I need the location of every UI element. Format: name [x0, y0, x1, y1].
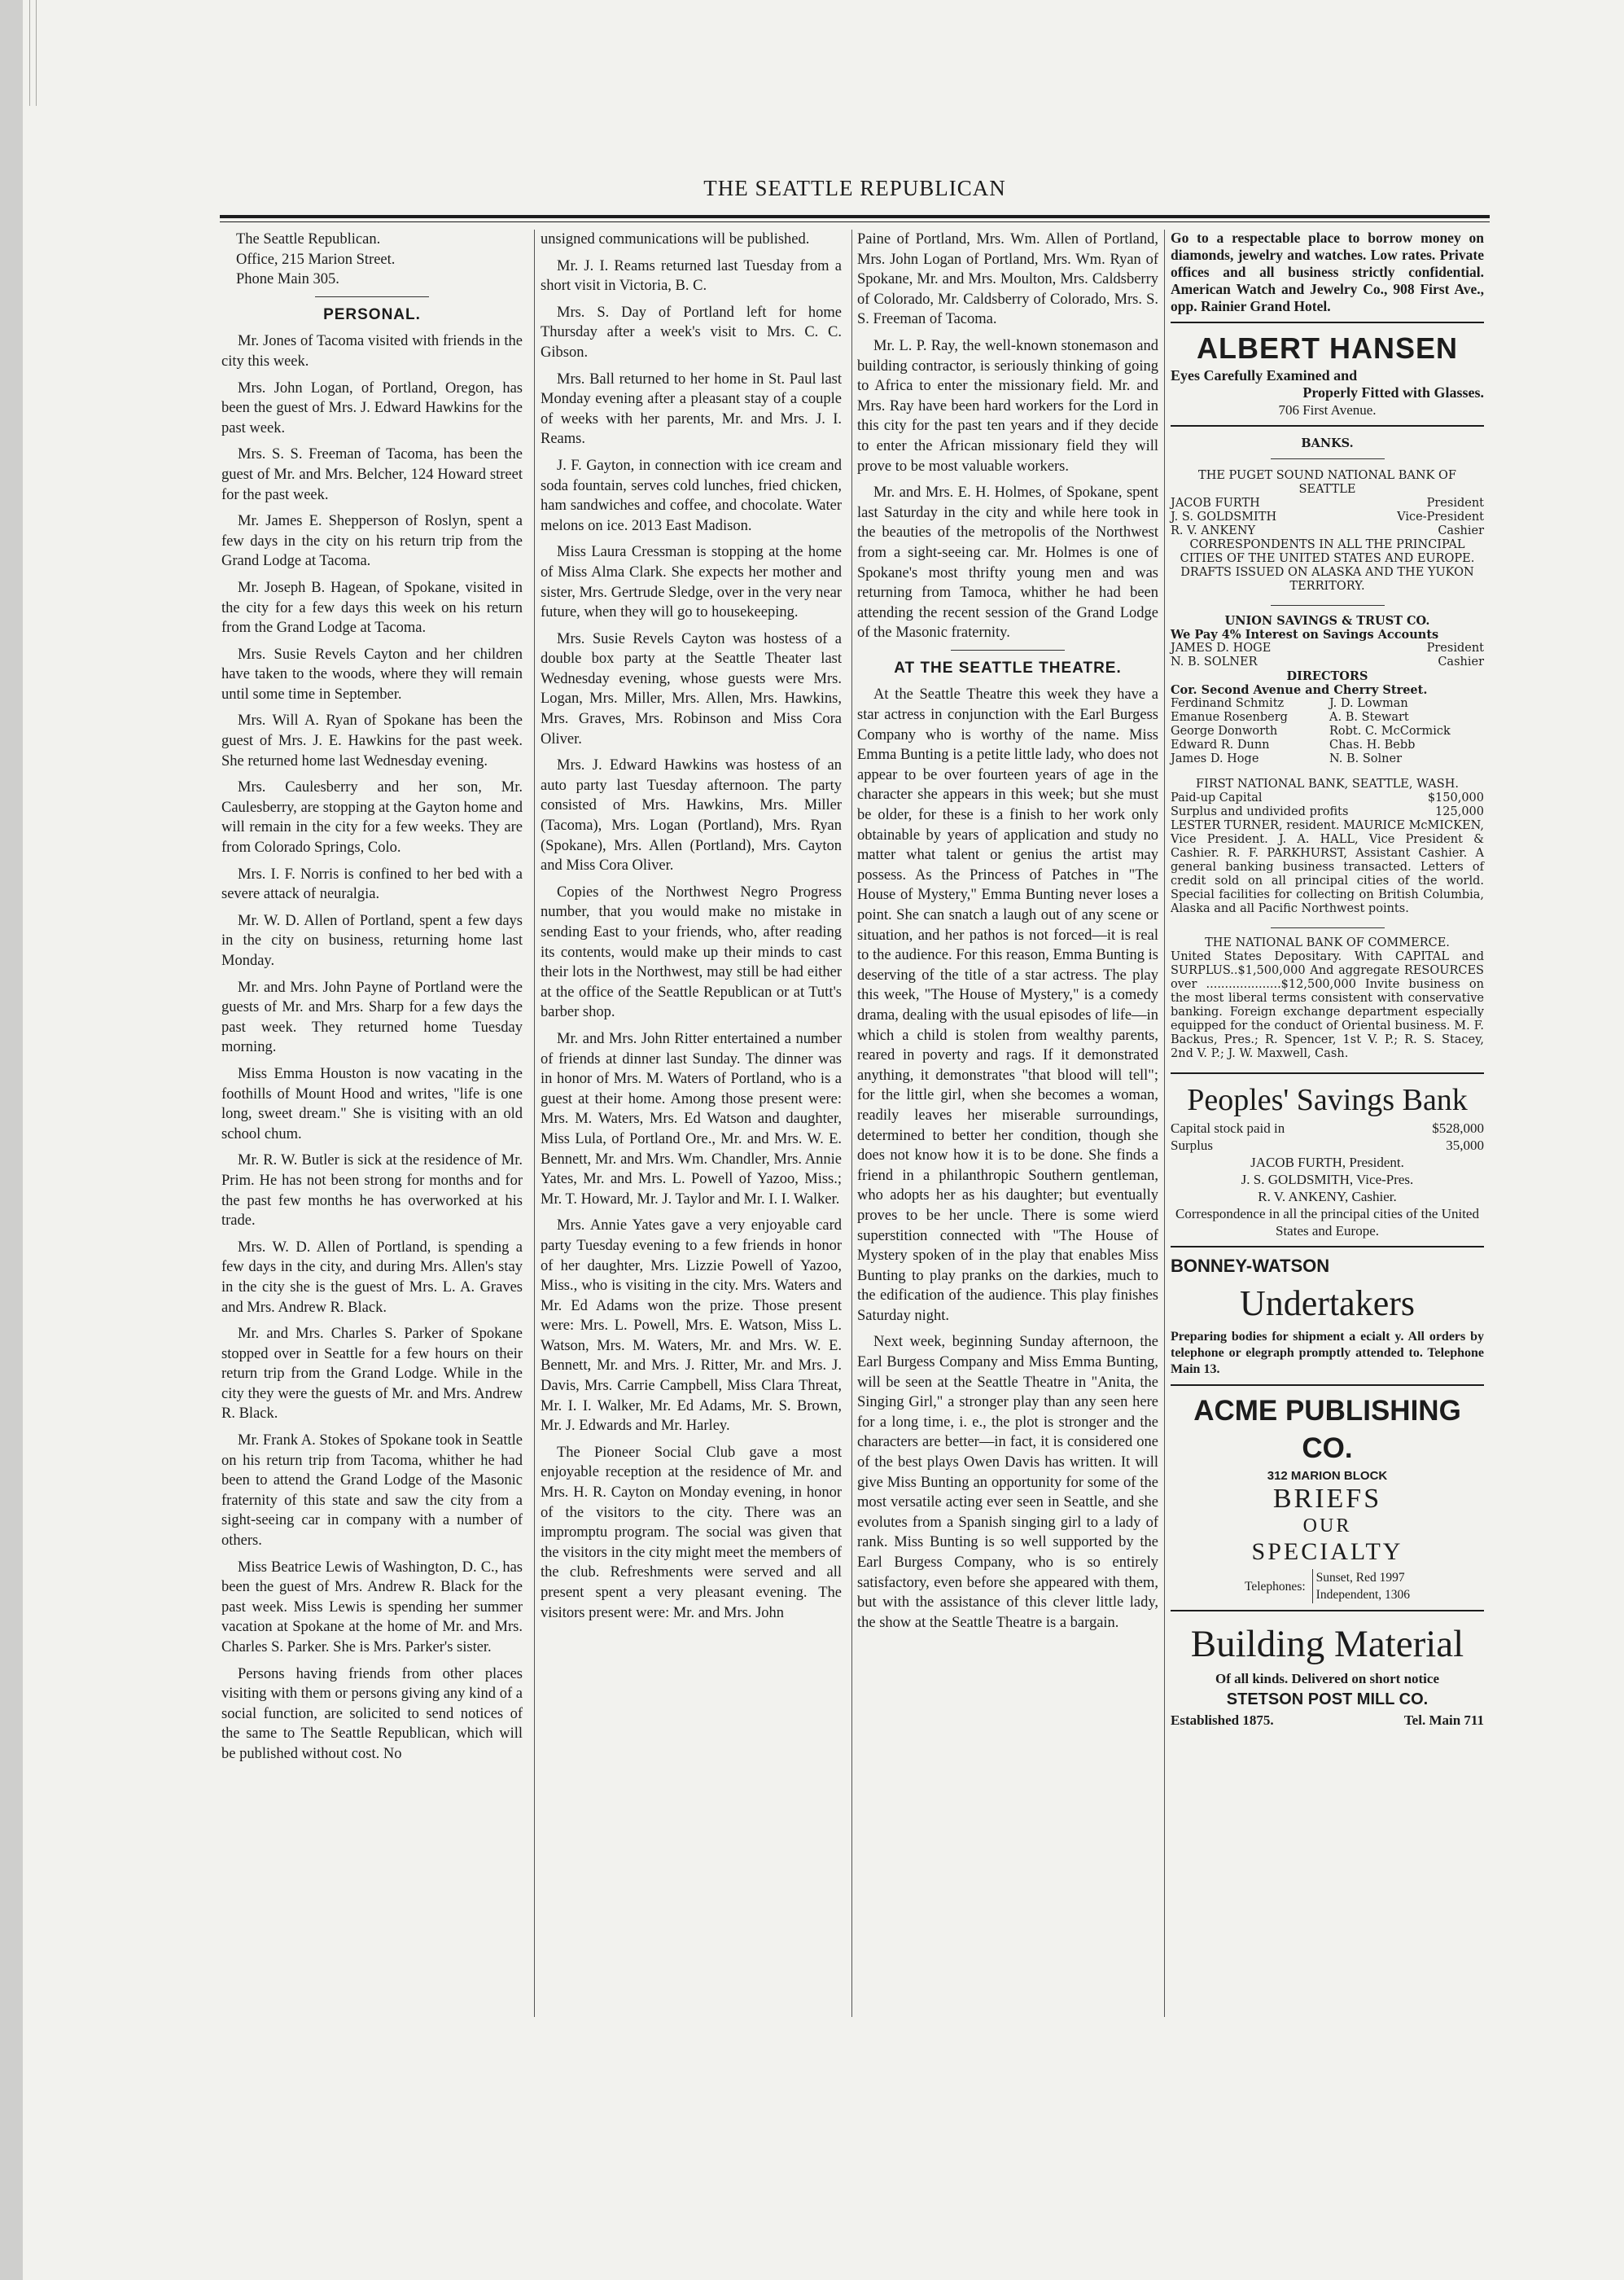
bank-title: FIRST NATIONAL BANK, SEATTLE, WASH. — [1196, 778, 1459, 791]
paragraph: Mrs. Ball returned to her home in St. Paul last Monday evening after a pleasant stay of a couple of weeks with her parents, Mr. and Mrs. J. I. Reams. — [541, 370, 842, 448]
director-name: N. B. Solner — [1329, 752, 1403, 765]
puget-sound-bank-ad — [1171, 469, 1484, 594]
masthead: THE SEATTLE REPUBLICAN — [703, 176, 1006, 200]
paragraph: Mrs. S. S. Freeman of Tacoma, has been the guest of Mr. and Mrs. Belcher, 124 Howard street for the past week. — [221, 446, 523, 503]
telephone-numbers — [1312, 1569, 1410, 1603]
telephone-label: Telephones: — [1244, 1579, 1306, 1594]
optician-line: Eyes Carefully Examined and — [1171, 367, 1358, 384]
ad-text: Of all kinds. Delivered on short notice — [1215, 1671, 1439, 1686]
divider — [1271, 927, 1385, 928]
director-name: Edward R. Dunn — [1171, 739, 1270, 752]
officer-name: JAMES D. HOGE — [1171, 642, 1272, 655]
divider — [1271, 458, 1385, 459]
officer-line: JACOB FURTH, President. — [1250, 1155, 1404, 1170]
officer-line: J. S. GOLDSMITH, Vice-Pres. — [1241, 1172, 1414, 1187]
paragraph: unsigned communications will be published. — [541, 231, 810, 248]
optician-address: 706 First Avenue. — [1278, 402, 1377, 418]
bank-text: LESTER TURNER, resident. MAURICE McMICKEN, Vice President. J. A. HALL, Vice President & Cashier. R. F. PARKHURST, Assistant Cashier. A general banking business transacted. Letters of credit sold on all principal cities of the world. Special facilities for collecting on British Columbia, Alaska and all Pacific Northwest points. — [1171, 819, 1484, 915]
finance-value: 35,000 — [1446, 1138, 1484, 1153]
bank-title: THE NATIONAL BANK OF COMMERCE. — [1205, 936, 1450, 949]
office-line: The Seattle Republican. — [236, 231, 381, 248]
paragraph: Mrs. Annie Yates gave a very enjoyable card party Tuesday evening to a few friends in honor of her daughter, Mrs. Lizzie Powell of Yazoo, Miss., who is visiting in the city. Mrs. Waters and Mr. Ed Adams won the prize. Those present were: Mrs. L. Powell, Mrs. E. Watson, Miss L. Watson, Mrs. M. Waters, Mr. and Mrs. W. E. Bennett, Mr. and Mrs. J. Ritter, Mr. and Mrs. J. Davis, Mrs. Carrie Campbell, Miss Clara Threat, Mr. I. I. Walker, Mr. Ed Adams, Mr. S. Brown, Mr. J. Edwards and Mr. Harley. — [541, 1217, 842, 1435]
directors-row — [1171, 711, 1484, 725]
paragraph: Mr. J. I. Reams returned last Tuesday from a short visit in Victoria, B. C. — [541, 257, 842, 295]
ad-title: Building Material — [1190, 1623, 1464, 1665]
divider — [951, 650, 1065, 651]
paragraph: Mr. Joseph B. Hagean, of Spokane, visited in the city for a few days this week on his return from the Grand Lodge at Tacoma. — [221, 579, 523, 637]
director-name: A. B. Stewart — [1329, 711, 1409, 724]
bank-note: Correspondence in all the principal cities of the United States and Europe. — [1175, 1206, 1479, 1239]
column-2 — [541, 230, 842, 1629]
paragraph: Miss Beatrice Lewis of Washington, D. C., has been the guest of Mrs. Andrew R. Black for the past week. Miss Lewis is spending her summer vacation at Spokane at the home of Mr. and Mrs. Charles S. Parker. She is Mrs. Parker's sister. — [221, 1559, 523, 1655]
page-edge — [29, 0, 30, 106]
paragraph: Mr. and Mrs. Charles S. Parker of Spokane stopped over in Seattle for a few hours on their return trip from the Grand Lodge. While in the city they were the guests of Mr. and Mrs. Andrew R. Black. — [221, 1326, 523, 1423]
officer-name: JACOB FURTH — [1171, 497, 1260, 510]
director-name: Chas. H. Bebb — [1329, 739, 1416, 752]
directors-row — [1171, 739, 1484, 752]
masthead-rule-thin — [220, 221, 1490, 222]
advertisements-column — [1171, 230, 1484, 1735]
paragraph: Mrs. J. Edward Hawkins was hostess of an auto party last Tuesday afternoon. The party consisted of Mrs. Hawkins, Mrs. Miller (Tacoma), Mrs. Logan (Portland), Mrs. Ryan (Spokane), Mrs. Allen (Portland), Mrs. Cayton and Miss Cora Oliver. — [541, 757, 842, 875]
jewelry-ad: Go to a respectable place to borrow money on diamonds, jewelry and watches. Low rates. Private offices and all business strictly confidential. American Watch and Jewelry Co., 908 First Ave., opp. Rainier Grand Hotel. — [1171, 230, 1484, 314]
first-national-bank-ad — [1171, 778, 1484, 916]
officer-role: Cashier — [1438, 656, 1484, 669]
paragraph: Mr. L. P. Ray, the well-known stonemason and building contractor, is seriously thinking of going to Africa to enter the missionary field. Mr. and Mrs. Ray have been hard workers for the Lord in this city for the past ten years and if they decide to enter the African missionary field they will prove to be most valuable workers. — [857, 337, 1158, 475]
ad-rule — [1171, 1610, 1484, 1611]
officer-name: N. B. SOLNER — [1171, 656, 1258, 669]
paragraph: Mrs. Susie Revels Cayton and her children have taken to the woods, where they will remain until some time in September. — [221, 646, 523, 703]
paragraph: Miss Emma Houston is now vacating in the foothills of Mount Hood and writes, "life is one long, sweet dream." She is visiting with an old school chum. — [221, 1065, 523, 1142]
company-name: BONNEY-WATSON — [1171, 1256, 1330, 1276]
finance-value: 125,000 — [1435, 805, 1484, 818]
peoples-savings-ad — [1171, 1081, 1484, 1239]
masthead-rule — [220, 215, 1490, 218]
banks-heading: BANKS. — [1301, 436, 1354, 450]
paragraph: Mr. and Mrs. E. H. Holmes, of Spokane, spent last Saturday in the city and while here took in the beauties of the metropolis of the Northwest from a sight-seeing car. Mr. Holmes is one of Spokane's most thrifty young men and was returning from Tamoca, whither he had been attending the recent session of the Grand Lodge of the Masonic fraternity. — [857, 484, 1158, 642]
finance-row — [1171, 791, 1484, 805]
paragraph: Next week, beginning Sunday afternoon, the Earl Burgess Company and Miss Emma Bunting, will be seen at the Seattle Theatre in "Anita, the Singing Girl," a stronger play than any seen here for a long time, i. e., the plot is stronger and the characters are better—in fact, it is considered one of the best plays Owen Davis has written. It will give Miss Bunting an opportunity for some of the most versatile acting ever seen in Seattle, and she evolutes from a Spanish singing girl to a lady of rank. Miss Bunting is so well supported by the Earl Burgess Company, who is so entirely satisfactory, even before she appeared with them, but with the assistance of this clever little lady, the show at the Seattle Theatre is a bargain. — [857, 1334, 1158, 1631]
officer-row — [1171, 656, 1484, 669]
column-divider — [534, 230, 535, 2017]
national-bank-of-commerce-ad — [1171, 936, 1484, 1061]
ad-title: Undertakers — [1239, 1283, 1415, 1323]
directors-row — [1171, 725, 1484, 739]
finance-label: Surplus and undivided profits — [1171, 805, 1349, 818]
ad-rule — [1171, 1384, 1484, 1386]
paragraph: Mr. W. D. Allen of Portland, spent a few days in the city on business, returning home last Monday. — [221, 912, 523, 969]
bank-tagline: We Pay 4% Interest on Savings Accounts — [1171, 628, 1439, 642]
section-heading: AT THE SEATTLE THEATRE. — [894, 659, 1122, 677]
director-name: George Donworth — [1171, 725, 1278, 738]
optician-name: ALBERT HANSEN — [1196, 331, 1458, 365]
directors-heading: DIRECTORS — [1286, 669, 1368, 683]
column-1 — [221, 230, 523, 1771]
directors-row — [1171, 752, 1484, 766]
union-savings-ad — [1171, 614, 1484, 766]
telephone-number: Independent, 1306 — [1315, 1588, 1411, 1602]
bank-text: United States Depositary. With CAPITAL and SURPLUS..$1,500,000 And aggregate RESOURCES over ....................$12,500,000 Invite business on the most liberal terms consistent with conservative banking. Foreign exchange department especially equipped for the conduct of Oriental business. M. F. Backus, Pres.; R. Spencer, 1st V. P.; R. S. Stacey, 2nd V. P.; J. W. Maxwell, Cash. — [1171, 950, 1484, 1060]
divider — [315, 296, 429, 297]
paragraph: Mr. and Mrs. John Payne of Portland were the guests of Mr. and Mrs. Sharp for a few days the past week. They returned home Tuesday morning. — [221, 979, 523, 1056]
optician-ad — [1171, 330, 1484, 419]
paragraph: Mrs. S. Day of Portland left for home Thursday after a week's visit to Mrs. C. C. Gibson. — [541, 304, 842, 361]
acme-publishing-ad — [1171, 1392, 1484, 1603]
finance-value: $150,000 — [1427, 791, 1484, 805]
bank-title: THE PUGET SOUND NATIONAL BANK OF SEATTLE — [1198, 469, 1456, 496]
finance-row — [1171, 1137, 1484, 1154]
director-name: Robt. C. McCormick — [1329, 725, 1451, 738]
directors-row — [1171, 697, 1484, 711]
finance-label: Surplus — [1171, 1138, 1213, 1153]
telephone-number: Tel. Main 711 — [1403, 1712, 1484, 1728]
officer-role: President — [1426, 497, 1484, 510]
page-edge — [36, 0, 37, 106]
director-name: James D. Hoge — [1171, 752, 1259, 765]
ad-rule — [1171, 1072, 1484, 1074]
office-line: Phone Main 305. — [236, 271, 339, 288]
officer-name: J. S. GOLDSMITH — [1171, 511, 1277, 524]
undertakers-ad — [1171, 1254, 1484, 1378]
ad-title: SPECIALTY — [1251, 1538, 1403, 1565]
director-name: Emanue Rosenberg — [1171, 711, 1288, 724]
finance-value: $528,000 — [1432, 1120, 1484, 1136]
paragraph: At the Seattle Theatre this week they have a star actress in conjunction with the Earl Burgess Company who is worthy of the name. Miss Emma Bunting is a petite little lady, who does not appear to be over fourteen years of age in the character she appears in this week; but she must be older, for these is a finish to her work only obtainable by years of application and study no matter what talent or genius the artist may possess. As the Princess of Patches in "The House of Mystery," Emma Bunting never loses a point. She can snatch a laugh out of any scene or situation, and her pathos is not forced—it is real to the audience. For this reason, Emma Bunting is deserving of the title of a star actress. The play this week, "The House of Mystery," is a comedy drama, dealing with the usual episodes of life—in which a child is stolen from wealthy parents, reared in poverty and rags. If it demonstrated anything, it demonstrates "that blood will tell"; for the little girl, when she becomes a woman, readily leaves her miserable surroundings, determined to better her condition, though she does not know how it is to be done. She finds a friend in a philanthropic Southern gentleman, who adopts her as his daughter; but eventually proves to be her uncle. There is some wierd superstition connected with "The House of Mystery spoken of in the play that enables Miss Bunting to play pranks on the darkies, much to the edification of the audience. This play finishes Saturday night. — [857, 686, 1158, 1324]
officer-row — [1171, 524, 1484, 538]
bank-address: Cor. Second Avenue and Cherry Street. — [1171, 683, 1428, 697]
ad-text: Preparing bodies for shipment a ecialt y. All orders by telephone or elegraph promptly attended to. Telephone Main 13. — [1171, 1330, 1484, 1376]
paragraph: Mrs. Caulesberry and her son, Mr. Caulesberry, are stopping at the Gayton home and will remain in the city for a few weeks. They are from Colorado Springs, Colo. — [221, 779, 523, 857]
paragraph: Mr. James E. Shepperson of Roslyn, spent a few days in the city on his return trip from the Grand Lodge at Tacoma. — [221, 513, 523, 570]
paragraph: Mrs. Susie Revels Cayton was hostess of a double box party at the Seattle Theater last Wednesday evening, whose guests were Mrs. Logan, Mrs. Miller, Mrs. Allen, Mrs. Hawkins, Mrs. Graves, Mrs. Robinson and Miss Cora Oliver. — [541, 630, 842, 748]
paragraph: Mrs. W. D. Allen of Portland, is spending a few days in the city, and during Mrs. Allen's stay in the city she is the guest of Mrs. L. A. Graves and Mrs. Andrew R. Black. — [221, 1239, 523, 1316]
ad-footer — [1171, 1712, 1484, 1729]
paragraph: Mrs. Will A. Ryan of Spokane has been the guest of Mrs. J. E. Hawkins for the past week. She returned home last Wednesday evening. — [221, 712, 523, 770]
ad-rule — [1171, 425, 1484, 427]
bank-title: Peoples' Savings Bank — [1187, 1083, 1468, 1117]
paragraph: Mrs. I. F. Norris is confined to her bed with a severe attack of neuralgia. — [221, 866, 523, 903]
paragraph: Miss Laura Cressman is stopping at the home of Miss Alma Clark. She expects her mother and sister, Mrs. Gertrude Sledge, over in the very near future, when they will go to housekeeping. — [541, 544, 842, 621]
divider — [1271, 605, 1385, 606]
paragraph: Mr. Jones of Tacoma visited with friends in the city this week. — [221, 333, 523, 370]
officer-row — [1171, 642, 1484, 656]
officer-row — [1171, 497, 1484, 511]
finance-row — [1171, 805, 1484, 819]
building-material-ad — [1171, 1618, 1484, 1729]
paragraph: Mrs. John Logan, of Portland, Oregon, has been the guest of Mrs. J. Edward Hawkins for the past week. — [221, 379, 523, 436]
ad-title: BRIEFS — [1272, 1484, 1382, 1514]
company-address: 312 MARION BLOCK — [1267, 1469, 1388, 1483]
paragraph: Mr. R. W. Butler is sick at the residence of Mr. Prim. He has not been strong for months and for the past few months he has overworked at his trade. — [221, 1152, 523, 1230]
column-3 — [857, 230, 1158, 1639]
column-divider — [1164, 230, 1165, 2017]
company-name: STETSON POST MILL CO. — [1226, 1690, 1429, 1708]
telephone-number: Sunset, Red 1997 — [1315, 1571, 1405, 1585]
paragraph: Paine of Portland, Mrs. Wm. Allen of Portland, Mrs. John Logan of Portland, Mrs. Wm. Ryan of Spokane, Mr. and Mrs. Moulton, Mrs. Caldsberry of Colorado, Mr. Caldsberry of Colorado, Mrs. S. S. Freeman of Tacoma. — [857, 231, 1158, 328]
finance-row — [1171, 1120, 1484, 1137]
bank-note: CORRESPONDENTS IN ALL THE PRINCIPAL CITIES OF THE UNITED STATES AND EUROPE. DRAFTS ISSUED ON ALASKA AND THE YUKON TERRITORY. — [1180, 538, 1475, 593]
column-divider — [851, 230, 852, 2017]
paragraph: Mr. and Mrs. John Ritter entertained a number of friends at dinner last Sunday. The dinner was in honor of Mrs. M. Waters of Portland, who is a guest at their home. Among those present were: Mrs. M. Waters, Mrs. Ed Watson and daughter, Miss Lula, of Portland Ore., Mr. and Mrs. W. E. Bennett, Mr. and Mrs. Wm. Chandler, Mrs. Annie Yates, Mr. and Mrs. L. Powell of Yazoo, Miss.; Mr. T. Howard, Mr. J. Taylor and Mr. I. I. Walker. — [541, 1030, 842, 1208]
paragraph: J. F. Gayton, in connection with ice cream and soda fountain, serves cold lunches, fried chicken, ham sandwiches and coffee, and chocolate. Water melons on ice. 2013 East Madison. — [541, 457, 842, 534]
office-line: Office, 215 Marion Street. — [236, 251, 396, 268]
bank-title: UNION SAVINGS & TRUST CO. — [1224, 614, 1430, 628]
office-notice — [221, 230, 523, 290]
ad-rule — [1171, 1246, 1484, 1247]
section-heading: PERSONAL. — [323, 305, 421, 323]
officer-role: President — [1426, 642, 1484, 655]
paragraph: Mr. Frank A. Stokes of Spokane took in Seattle on his return trip from Tacoma, whither he had been to attend the Grand Lodge of the Masonic fraternity of this state and saw the city from a sight-seeing car in company with a number of others. — [221, 1432, 523, 1550]
officer-line: R. V. ANKENY, Cashier. — [1258, 1189, 1397, 1204]
paragraph: Copies of the Northwest Negro Progress number, that you would make no mistake in sending East to your friends, who, after reading its contents, would make up their minds to cast their lots in the Northwest, may still be had either at the office of the Seattle Republican or at Tutt's barber shop. — [541, 884, 842, 1021]
company-name: ACME PUBLISHING CO. — [1193, 1395, 1461, 1464]
officer-role: Vice-President — [1397, 511, 1484, 524]
telephone-block — [1171, 1569, 1484, 1603]
paragraph: The Pioneer Social Club gave a most enjoyable reception at the residence of Mr. and Mrs. H. R. Cayton on Monday evening, in honor of the visitors to the city. There was an impromptu program. The social was given that the visitors in the city might meet the members of the club. Refreshments were served and all present spent a very pleasant evening. The visitors present were: Mr. and Mrs. John — [541, 1444, 842, 1621]
director-name: Ferdinand Schmitz — [1171, 697, 1285, 710]
officer-role: Cashier — [1438, 524, 1484, 537]
finance-label: Capital stock paid in — [1171, 1120, 1285, 1136]
ad-rule — [1171, 322, 1484, 323]
paragraph: Persons having friends from other places visiting with them or persons giving any kind of a social function, are solicited to send notices of the same to The Seattle Republican, which will be published without cost. No — [221, 1665, 523, 1762]
director-name: J. D. Lowman — [1329, 697, 1408, 710]
optician-line: Properly Fitted with Glasses. — [1302, 384, 1484, 401]
officer-name: R. V. ANKENY — [1171, 524, 1256, 537]
finance-label: Paid-up Capital — [1171, 791, 1263, 805]
ad-title: OUR — [1302, 1515, 1352, 1537]
established-date: Established 1875. — [1171, 1712, 1274, 1728]
officer-row — [1171, 511, 1484, 524]
